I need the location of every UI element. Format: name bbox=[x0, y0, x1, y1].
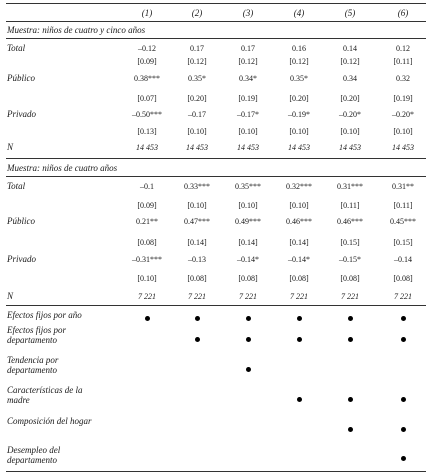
coefficient-cell: –0.12 bbox=[138, 44, 156, 53]
row-label: Público bbox=[7, 73, 35, 83]
standard-error-cell: [0.14] bbox=[289, 238, 309, 247]
control-label: Tendencia por departamento bbox=[7, 355, 59, 375]
control-included-dot bbox=[246, 316, 251, 321]
observations-cell: 14 453 bbox=[186, 143, 208, 152]
observations-cell: 7 221 bbox=[239, 292, 257, 301]
control-included-dot bbox=[401, 337, 406, 342]
control-included-dot bbox=[297, 337, 302, 342]
standard-error-cell: [0.14] bbox=[238, 238, 258, 247]
control-included-dot bbox=[348, 316, 353, 321]
coefficient-cell: 0.12 bbox=[396, 44, 410, 53]
control-included-dot bbox=[401, 427, 406, 432]
row-label: Privado bbox=[7, 254, 36, 264]
coefficient-cell: 0.35* bbox=[188, 74, 206, 83]
standard-error-cell: [0.08] bbox=[187, 274, 207, 283]
coefficient-cell: 0.16 bbox=[292, 44, 306, 53]
coefficient-cell: –0.50*** bbox=[132, 110, 162, 119]
observations-cell: 14 453 bbox=[237, 143, 259, 152]
standard-error-cell: [0.11] bbox=[393, 201, 413, 210]
standard-error-cell: [0.12] bbox=[238, 57, 258, 66]
standard-error-cell: [0.12] bbox=[187, 57, 207, 66]
coefficient-cell: 0.49*** bbox=[235, 217, 261, 226]
column-header: (5) bbox=[344, 8, 356, 18]
control-included-dot bbox=[297, 316, 302, 321]
standard-error-cell: [0.13] bbox=[137, 127, 157, 136]
coefficient-cell: –0.15* bbox=[339, 255, 361, 264]
standard-error-cell: [0.08] bbox=[238, 274, 258, 283]
standard-error-cell: [0.08] bbox=[289, 274, 309, 283]
standard-error-cell: [0.07] bbox=[137, 94, 157, 103]
standard-error-cell: [0.09] bbox=[137, 201, 157, 210]
coefficient-cell: –0.31*** bbox=[132, 255, 162, 264]
row-label: Público bbox=[7, 216, 35, 226]
column-header: (2) bbox=[191, 8, 203, 18]
coefficient-cell: 0.46*** bbox=[337, 217, 363, 226]
coefficient-cell: 0.32 bbox=[396, 74, 410, 83]
standard-error-cell: [0.10] bbox=[238, 201, 258, 210]
panel-b-title: Muestra: niños de cuatro años bbox=[7, 163, 118, 173]
standard-error-cell: [0.14] bbox=[187, 238, 207, 247]
control-included-dot bbox=[246, 367, 251, 372]
coefficient-cell: –0.20* bbox=[339, 110, 361, 119]
top-rule bbox=[6, 3, 426, 4]
standard-error-cell: [0.08] bbox=[393, 274, 413, 283]
control-included-dot bbox=[348, 397, 353, 402]
coefficient-cell: 0.34 bbox=[343, 74, 357, 83]
standard-error-cell: [0.10] bbox=[393, 127, 413, 136]
standard-error-cell: [0.11] bbox=[340, 201, 360, 210]
coefficient-cell: 0.45*** bbox=[390, 217, 416, 226]
observations-cell: 14 453 bbox=[392, 143, 414, 152]
control-included-dot bbox=[195, 316, 200, 321]
control-included-dot bbox=[401, 316, 406, 321]
n-label: N bbox=[7, 291, 14, 301]
observations-cell: 7 221 bbox=[290, 292, 308, 301]
standard-error-cell: [0.20] bbox=[340, 94, 360, 103]
coefficient-cell: –0.17* bbox=[237, 110, 259, 119]
panel-a-rule bbox=[6, 38, 426, 39]
coefficient-cell: 0.32*** bbox=[286, 182, 312, 191]
observations-cell: 7 221 bbox=[188, 292, 206, 301]
panel-b-top-rule bbox=[6, 158, 426, 159]
standard-error-cell: [0.10] bbox=[238, 127, 258, 136]
coefficient-cell: –0.13 bbox=[188, 255, 206, 264]
coefficient-cell: 0.14 bbox=[343, 44, 357, 53]
coefficient-cell: –0.19* bbox=[288, 110, 310, 119]
standard-error-cell: [0.20] bbox=[289, 94, 309, 103]
coefficient-cell: 0.31** bbox=[392, 182, 414, 191]
coefficient-cell: –0.14 bbox=[394, 255, 412, 264]
standard-error-cell: [0.10] bbox=[137, 274, 157, 283]
standard-error-cell: [0.10] bbox=[187, 201, 207, 210]
standard-error-cell: [0.09] bbox=[137, 57, 157, 66]
standard-error-cell: [0.12] bbox=[340, 57, 360, 66]
control-label: Efectos fijos por departamento bbox=[7, 325, 66, 345]
observations-cell: 14 453 bbox=[339, 143, 361, 152]
standard-error-cell: [0.19] bbox=[393, 94, 413, 103]
observations-cell: 14 453 bbox=[136, 143, 158, 152]
standard-error-cell: [0.15] bbox=[393, 238, 413, 247]
coefficient-cell: 0.17 bbox=[190, 44, 204, 53]
control-included-dot bbox=[401, 397, 406, 402]
coefficient-cell: 0.35* bbox=[290, 74, 308, 83]
coefficient-cell: 0.47*** bbox=[184, 217, 210, 226]
standard-error-cell: [0.15] bbox=[340, 238, 360, 247]
standard-error-cell: [0.10] bbox=[289, 127, 309, 136]
coefficient-cell: 0.33*** bbox=[184, 182, 210, 191]
control-included-dot bbox=[297, 397, 302, 402]
header-rule bbox=[6, 21, 426, 22]
panel-a-title: Muestra: niños de cuatro y cinco años bbox=[7, 25, 146, 35]
observations-cell: 7 221 bbox=[138, 292, 156, 301]
standard-error-cell: [0.10] bbox=[289, 201, 309, 210]
control-included-dot bbox=[348, 337, 353, 342]
standard-error-cell: [0.20] bbox=[187, 94, 207, 103]
coefficient-cell: –0.14* bbox=[288, 255, 310, 264]
standard-error-cell: [0.11] bbox=[393, 57, 413, 66]
coefficient-cell: 0.21** bbox=[136, 217, 158, 226]
control-label: Desempleo del departamento bbox=[7, 445, 61, 465]
n-label: N bbox=[7, 142, 14, 152]
standard-error-cell: [0.10] bbox=[187, 127, 207, 136]
panel-b-rule bbox=[6, 176, 426, 177]
control-label: Composición del hogar bbox=[7, 416, 92, 426]
control-included-dot bbox=[195, 337, 200, 342]
coefficient-cell: 0.46*** bbox=[286, 217, 312, 226]
observations-cell: 7 221 bbox=[341, 292, 359, 301]
control-label: Características de la madre bbox=[7, 385, 83, 405]
bottom-rule bbox=[6, 471, 426, 472]
row-label: Privado bbox=[7, 109, 36, 119]
coefficient-cell: 0.34* bbox=[239, 74, 257, 83]
observations-cell: 14 453 bbox=[288, 143, 310, 152]
row-label: Total bbox=[7, 43, 26, 53]
coefficient-cell: 0.31*** bbox=[337, 182, 363, 191]
control-included-dot bbox=[246, 337, 251, 342]
coefficient-cell: 0.17 bbox=[241, 44, 255, 53]
column-header: (4) bbox=[293, 8, 305, 18]
coefficient-cell: –0.20* bbox=[392, 110, 414, 119]
observations-cell: 7 221 bbox=[394, 292, 412, 301]
column-header: (6) bbox=[397, 8, 409, 18]
coefficient-cell: 0.35*** bbox=[235, 182, 261, 191]
coefficient-cell: –0.17 bbox=[188, 110, 206, 119]
column-header: (1) bbox=[141, 8, 153, 18]
control-included-dot bbox=[145, 316, 150, 321]
standard-error-cell: [0.19] bbox=[238, 94, 258, 103]
standard-error-cell: [0.08] bbox=[137, 238, 157, 247]
standard-error-cell: [0.10] bbox=[340, 127, 360, 136]
standard-error-cell: [0.12] bbox=[289, 57, 309, 66]
control-included-dot bbox=[401, 456, 406, 461]
control-included-dot bbox=[348, 427, 353, 432]
row-label: Total bbox=[7, 181, 26, 191]
column-header: (3) bbox=[242, 8, 254, 18]
coefficient-cell: 0.38*** bbox=[134, 74, 160, 83]
controls-rule bbox=[6, 305, 426, 306]
coefficient-cell: –0.1 bbox=[140, 182, 154, 191]
coefficient-cell: –0.14* bbox=[237, 255, 259, 264]
control-label: Efectos fijos por año bbox=[7, 310, 82, 320]
standard-error-cell: [0.08] bbox=[340, 274, 360, 283]
